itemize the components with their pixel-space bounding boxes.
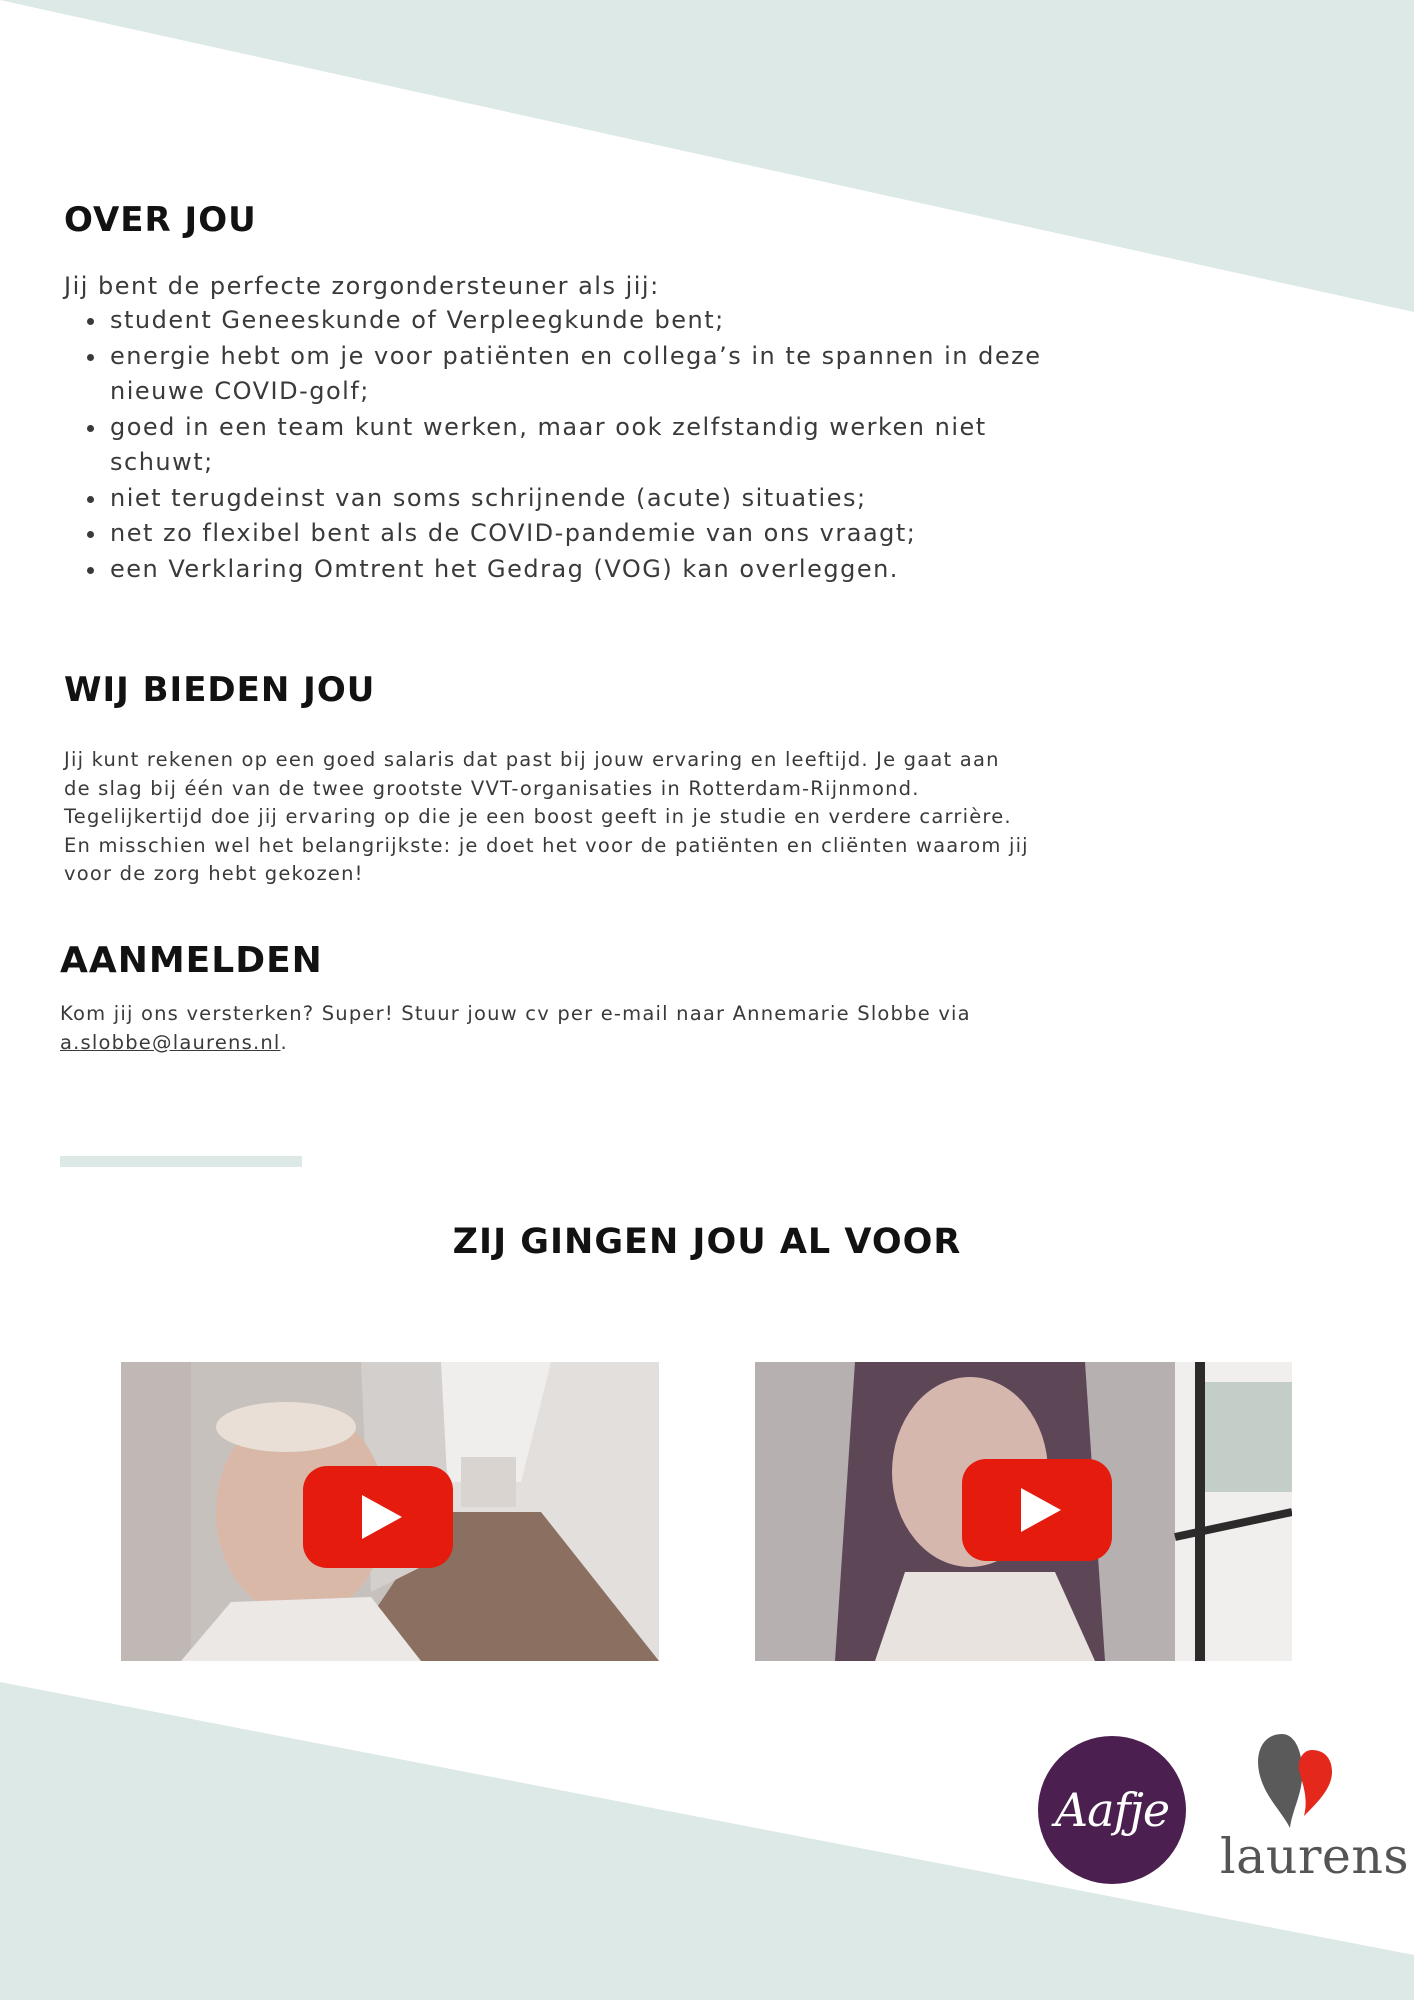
- list-item: • energie hebt om je voor patiënten en collega’s in te spannen in deze nieuwe COVID-golf;: [108, 339, 1078, 410]
- aanmelden-text-body: Kom jij ons versterken? Super! Stuur jouw cv per e-mail naar Annemarie Slobbe via: [60, 1002, 971, 1025]
- email-link[interactable]: a.slobbe@laurens.nl: [60, 1030, 281, 1054]
- section-heading-aanmelden: AANMELDEN: [60, 940, 323, 981]
- laurens-heart-icon: [1254, 1732, 1344, 1832]
- list-item: • net zo flexibel bent als de COVID-pandemie van ons vraagt;: [108, 516, 1078, 552]
- wij-bieden-text: Jij kunt rekenen op een goed salaris dat past bij jouw ervaring en leeftijd. Je gaat aan de slag bij één van de twee grootste VVT-organisaties in Rotterdam-Rijnmond. Tegelijkertijd doe jij ervaring op die je een boost geeft in je studie en verdere carrière. En misschien wel het belangrijkste: je doet het voor de patiënten en cliënten waarom jij voor de zorg hebt gekozen!: [64, 748, 1029, 885]
- list-item: • een Verklaring Omtrent het Gedrag (VOG) kan overleggen.: [108, 552, 1078, 588]
- aafje-logo-text: Aafje: [1054, 1783, 1170, 1837]
- section-heading-wij-bieden-jou: WIJ BIEDEN JOU: [64, 670, 376, 710]
- aafje-logo: [1038, 1736, 1186, 1884]
- video-thumbnail-1[interactable]: [121, 1362, 659, 1661]
- over-jou-intro: Jij bent de perfecte zorgondersteuner als jij:: [64, 272, 660, 300]
- aanmelden-text-end: .: [280, 1030, 288, 1054]
- play-icon: [362, 1495, 402, 1539]
- requirements-list: [64, 303, 1078, 587]
- laurens-logo: [1218, 1732, 1410, 1892]
- laurens-logo-text: laurens: [1220, 1828, 1410, 1885]
- section-divider: [60, 1156, 302, 1167]
- section-heading-zij-gingen-jou-al-voor: ZIJ GINGEN JOU AL VOOR: [452, 1222, 962, 1262]
- list-item: • goed in een team kunt werken, maar ook zelfstandig werken niet schuwt;: [108, 410, 1078, 481]
- play-icon: [1021, 1488, 1061, 1532]
- play-button[interactable]: [303, 1466, 453, 1568]
- video-thumbnail-2[interactable]: [755, 1362, 1292, 1661]
- section-heading-over-jou: OVER JOU: [64, 200, 257, 240]
- play-button[interactable]: [962, 1459, 1112, 1561]
- list-item: • student Geneeskunde of Verpleegkunde bent;: [108, 303, 1078, 339]
- list-item: • niet terugdeinst van soms schrijnende (acute) situaties;: [108, 481, 1078, 517]
- aanmelden-text: [60, 1000, 1020, 1057]
